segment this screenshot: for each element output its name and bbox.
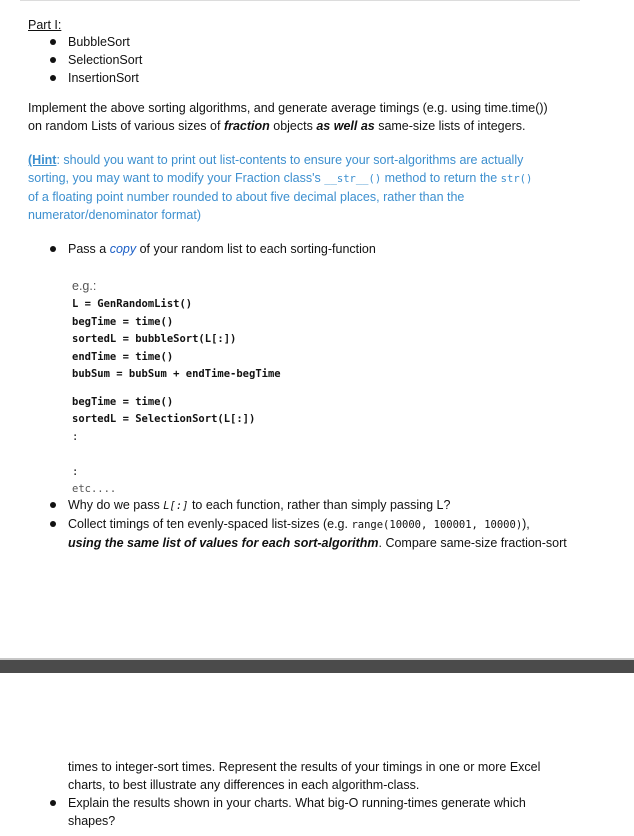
code-line: etc....	[72, 483, 117, 496]
list-item	[50, 240, 376, 258]
hint-label: (Hint	[28, 153, 57, 167]
code-line: bubSum = bubSum + endTime-begTime	[72, 368, 281, 381]
code-line: endTime = time()	[72, 350, 174, 363]
pass-bullet-list	[50, 240, 376, 258]
final-question-list	[50, 794, 526, 830]
question-text: Explain the results shown in your charts. What big-O running-times generate which	[68, 796, 526, 810]
intro-text: same-size lists of integers.	[374, 119, 526, 133]
intro-paragraph	[28, 99, 588, 135]
question-text: shapes?	[68, 814, 116, 828]
continued-line-1: times to integer-sort times. Represent the results of your timings in one or more Excel	[68, 760, 541, 774]
hint-line-1	[28, 151, 588, 169]
hint-paragraph	[28, 151, 588, 224]
intro-line-2	[28, 117, 588, 135]
list-item	[50, 515, 567, 552]
top-rule	[20, 0, 580, 1]
question-emphasis: using the same list of values for each sort-algorithm	[68, 536, 379, 550]
question-text: . Compare same-size fraction-sort	[378, 536, 567, 550]
code-line: begTime = time()	[72, 396, 174, 408]
code-line: sortedL = bubbleSort(L[:])	[72, 333, 237, 346]
copy-emphasis: copy	[109, 242, 137, 256]
part-title: Part I:	[28, 18, 62, 32]
continued-line-2: charts, to best illustrate any differences in each algorithm-class.	[68, 778, 420, 792]
list-item	[50, 496, 567, 515]
hint-text: method to return the	[381, 171, 501, 185]
code-sample-2	[72, 394, 255, 498]
bullet-text: Pass a	[68, 242, 110, 256]
hint-code: __str__()	[324, 173, 382, 185]
page-break-bar	[0, 660, 634, 673]
bullet-text: of your random list to each sorting-function	[136, 242, 376, 256]
hint-line-2	[28, 169, 588, 188]
code-line: sortedL = SelectionSort(L[:])	[72, 413, 256, 426]
question-code: range(10000, 100001, 10000)	[351, 519, 523, 531]
hint-code: str()	[500, 173, 533, 185]
code-line: :	[72, 430, 79, 443]
question-text: ),	[522, 517, 530, 531]
hint-line-3: of a floating point number rounded to about five decimal places, rather than the	[28, 190, 465, 204]
hint-line-4: numerator/denominator format)	[28, 208, 201, 222]
intro-emphasis: as well as	[316, 119, 375, 133]
intro-emphasis: fraction	[223, 119, 270, 133]
algorithm-list	[50, 33, 142, 87]
hint-text: : should you want to print out list-contents to ensure your sort-algorithms are actually	[56, 153, 524, 167]
question-text: Why do we pass	[68, 498, 164, 512]
code-line: begTime = time()	[72, 315, 174, 328]
list-item	[50, 794, 526, 830]
question-code: L[:]	[163, 500, 189, 512]
continued-paragraph	[68, 758, 588, 794]
list-item: InsertionSort	[50, 69, 142, 87]
question-text: to each function, rather than simply passing L?	[188, 498, 451, 512]
list-item: BubbleSort	[50, 33, 142, 51]
code-sample	[72, 278, 281, 383]
question-text: Collect timings of ten evenly-spaced list-sizes (e.g.	[68, 517, 352, 531]
hint-text: sorting, you may want to modify your Fraction class's	[28, 171, 325, 185]
code-line: L = GenRandomList()	[72, 298, 193, 311]
code-line: :	[72, 465, 79, 478]
intro-line-1: Implement the above sorting algorithms, and generate average timings (e.g. using time.time())	[28, 101, 548, 115]
intro-text: objects	[269, 119, 317, 133]
question-list	[50, 496, 567, 552]
list-item: SelectionSort	[50, 51, 142, 69]
code-eg-label: e.g.:	[72, 279, 97, 293]
intro-text: on random Lists of various sizes of	[28, 119, 224, 133]
